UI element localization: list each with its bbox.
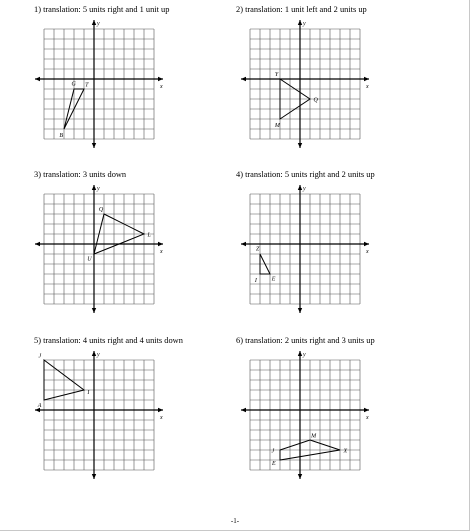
vertex-label: I <box>87 389 90 396</box>
page-number: -1- <box>230 517 240 525</box>
y-axis-label: y <box>97 352 100 358</box>
y-axis-label: y <box>303 352 306 358</box>
vertex-label: Q <box>98 207 104 214</box>
y-axis-label: y <box>97 186 100 192</box>
y-axis-label: y <box>97 21 100 27</box>
coordinate-grid-2 <box>240 17 370 157</box>
vertex-label: L <box>147 232 151 239</box>
x-axis-arrow-left <box>35 77 40 81</box>
vertex-label: M <box>311 433 317 440</box>
x-axis-arrow-left <box>35 242 40 246</box>
vertex-label: Q <box>313 97 318 104</box>
x-axis-label: x <box>160 84 163 90</box>
x-axis-arrow-right <box>158 242 163 246</box>
vertex-label: J <box>271 448 275 455</box>
x-axis-arrow-right <box>364 408 369 412</box>
coordinate-grid-6 <box>240 348 370 488</box>
x-axis-arrow-right <box>158 77 163 81</box>
vertex-label: J <box>38 353 42 360</box>
vertex-label: Y <box>274 72 279 79</box>
y-axis-arrow-up <box>92 185 96 190</box>
x-axis-arrow-left <box>241 242 246 246</box>
y-axis-arrow-down <box>92 143 96 148</box>
y-axis-arrow-down <box>92 308 96 313</box>
y-axis-arrow-up <box>298 185 302 190</box>
x-axis-arrow-right <box>364 77 369 81</box>
vertex-label: M <box>274 122 280 129</box>
x-axis-arrow-left <box>241 408 246 412</box>
vertex-label: X <box>343 448 348 455</box>
vertex-label: A <box>37 403 42 410</box>
problem-1-title: 1) translation: 5 units right and 1 unit up <box>34 5 170 14</box>
y-axis-arrow-down <box>298 143 302 148</box>
y-axis-label: y <box>303 21 306 27</box>
x-axis-label: x <box>366 415 369 421</box>
vertex-label: E <box>271 276 276 283</box>
coordinate-grid-1 <box>34 17 164 157</box>
problem-5-title: 5) translation: 4 units right and 4 units down <box>34 336 183 345</box>
vertex-label: Z <box>256 246 260 253</box>
x-axis-arrow-right <box>158 408 163 412</box>
vertex-label: E <box>272 460 276 467</box>
y-axis-arrow-up <box>92 351 96 356</box>
problem-6-title: 6) translation: 2 units right and 3 units up <box>236 336 375 345</box>
x-axis-label: x <box>160 249 163 255</box>
y-axis-arrow-down <box>92 474 96 479</box>
problem-2-title: 2) translation: 1 unit left and 2 units up <box>236 5 367 14</box>
vertex-label: G <box>71 81 76 88</box>
y-axis-arrow-down <box>298 474 302 479</box>
x-axis-label: x <box>366 249 369 255</box>
x-axis-arrow-left <box>241 77 246 81</box>
y-axis-label: y <box>303 186 306 192</box>
coordinate-grid-4 <box>240 182 370 322</box>
coordinate-grid-5 <box>34 348 164 488</box>
x-axis-label: x <box>366 84 369 90</box>
y-axis-arrow-up <box>298 20 302 25</box>
vertex-label: B <box>59 133 64 140</box>
vertex-label: I <box>254 277 257 284</box>
y-axis-arrow-up <box>298 351 302 356</box>
x-axis-label: x <box>160 415 163 421</box>
vertex-label: U <box>87 256 92 263</box>
coordinate-grid-3 <box>34 182 164 322</box>
problem-4-title: 4) translation: 5 units right and 2 units up <box>236 170 375 179</box>
vertex-label: T <box>85 82 89 89</box>
y-axis-arrow-down <box>298 308 302 313</box>
y-axis-arrow-up <box>92 20 96 25</box>
x-axis-arrow-right <box>364 242 369 246</box>
problem-3-title: 3) translation: 3 units down <box>34 170 127 179</box>
